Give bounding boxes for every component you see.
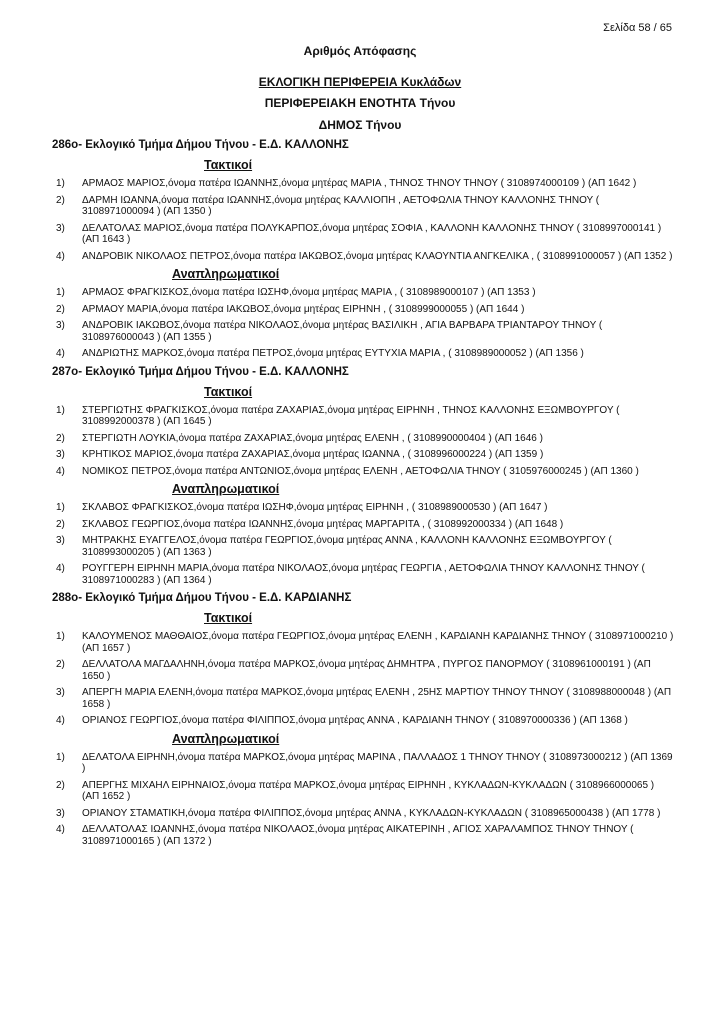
item-text: ΜΗΤΡΑΚΗΣ ΕΥΑΓΓΕΛΟΣ,όνομα πατέρα ΓΕΩΡΓΙΟΣ,όνομα μητέρας ΑΝΝΑ , ΚΑΛΛΟΝΗ ΚΑΛΛΟΝΗΣ ΕΞΩΜΒΟΥΡΓΟΥ ( 3108993000205 ) (ΑΠ 1363 ) xyxy=(82,535,612,558)
item-text: ΝΟΜΙΚΟΣ ΠΕΤΡΟΣ,όνομα πατέρα ΑΝΤΩΝΙΟΣ,όνομα μητέρας ΕΛΕΝΗ , ΑΕΤΟΦΩΛΙΑ ΤΗΝΟΥ ( 3105976000245 ) (ΑΠ 1360 ) xyxy=(82,465,639,477)
item-text: ΔΕΛΛΑΤΟΛΑ ΜΑΓΔΑΛΗΝΗ,όνομα πατέρα ΜΑΡΚΟΣ,όνομα μητέρας ΔΗΜΗΤΡΑ , ΠΥΡΓΟΣ ΠΑΝΟΡΜΟΥ ( 3108961000191 ) (ΑΠ 1650 ) xyxy=(82,659,651,682)
item-text: ΑΠΕΡΓΗ ΜΑΡΙΑ ΕΛΕΝΗ,όνομα πατέρα ΜΑΡΚΟΣ,όνομα μητέρας ΕΛΕΝΗ , 25ΗΣ ΜΑΡΤΙΟΥ ΤΗΝΟΥ ΤΗΝΟΥ ( 3108988000048 ) (ΑΠ 1658 ) xyxy=(82,687,672,710)
document-body xyxy=(52,139,674,852)
list-item xyxy=(52,780,674,803)
item-number: 1) xyxy=(56,631,65,642)
list-item xyxy=(52,348,674,360)
electoral-region-heading: ΕΚΛΟΓΙΚΗ ΠΕΡΙΦΕΡΕΙΑ Κυκλάδων xyxy=(258,75,462,89)
page-number: Σελίδα 58 / 65 xyxy=(603,22,672,34)
list-item xyxy=(52,659,674,682)
list-item xyxy=(52,433,674,445)
list-item xyxy=(52,502,674,514)
alternate-members-list xyxy=(52,752,674,848)
item-number: 1) xyxy=(56,178,65,189)
section-title: 286ο- Εκλογικό Τμήμα Δήμου Τήνου - Ε.Δ. ΚΑΛΛΟΝΗΣ xyxy=(52,139,349,151)
item-number: 3) xyxy=(56,687,65,698)
item-text: ΑΝΔΡΙΩΤΗΣ ΜΑΡΚΟΣ,όνομα πατέρα ΠΕΤΡΟΣ,όνομα μητέρας ΕΥΤΥΧΙΑ ΜΑΡΙΑ , ( 3108989000052 ) (ΑΠ 1356 ) xyxy=(82,348,584,359)
item-number: 4) xyxy=(56,465,65,477)
list-item xyxy=(52,631,674,654)
item-number: 2) xyxy=(56,518,65,530)
list-item xyxy=(52,824,674,847)
municipality-heading: ΔΗΜΟΣ Τήνου xyxy=(318,118,402,132)
item-number: 2) xyxy=(56,194,65,206)
alternate-members-list xyxy=(52,502,674,586)
alternate-members-list xyxy=(52,287,674,360)
regular-members-list xyxy=(52,178,674,262)
item-text: ΔΕΛΛΑΤΟΛΑΣ ΙΩΑΝΝΗΣ,όνομα πατέρα ΝΙΚΟΛΑΟΣ,όνομα μητέρας ΑΙΚΑΤΕΡΙΝΗ , ΑΓΙΟΣ ΧΑΡΑΛΑΜΠΟΣ ΤΗΝΟΥ ΤΗΝΟΥ ( 3108971000165 ) (ΑΠ 1372 ) xyxy=(82,824,634,847)
item-text: ΑΡΜΑΟΣ ΦΡΑΓΚΙΣΚΟΣ,όνομα πατέρα ΙΩΣΗΦ,όνομα μητέρας ΜΑΡΙΑ , ( 3108989000107 ) (ΑΠ 1353 ) xyxy=(82,287,536,298)
list-item xyxy=(52,752,674,775)
regular-members-heading: Τακτικοί xyxy=(204,384,253,399)
item-number: 3) xyxy=(56,449,65,460)
item-number: 3) xyxy=(56,535,65,546)
item-number: 4) xyxy=(56,824,65,835)
item-number: 1) xyxy=(56,751,65,763)
regular-members-list xyxy=(52,405,674,478)
item-number: 4) xyxy=(56,348,65,359)
item-number: 2) xyxy=(56,659,65,670)
regular-members-heading: Τακτικοί xyxy=(204,158,253,172)
section-title: 287ο- Εκλογικό Τμήμα Δήμου Τήνου - Ε.Δ. ΚΑΛΛΟΝΗΣ xyxy=(52,365,349,378)
list-item xyxy=(52,466,674,478)
item-number: 3) xyxy=(56,807,65,819)
item-text: ΚΡΗΤΙΚΟΣ ΜΑΡΙΟΣ,όνομα πατέρα ΖΑΧΑΡΙΑΣ,όνομα μητέρας ΙΩΑΝΝΑ , ( 3108996000224 ) (ΑΠ 1359 ) xyxy=(82,449,544,460)
list-item xyxy=(52,223,674,246)
item-text: ΡΟΥΓΓΕΡΗ ΕΙΡΗΝΗ ΜΑΡΙΑ,όνομα πατέρα ΝΙΚΟΛΑΟΣ,όνομα μητέρας ΓΕΩΡΓΙΑ , ΑΕΤΟΦΩΛΙΑ ΤΗΝΟΥ ΚΑΛΛΟΝΗΣ ΤΗΝΟΥ ( 3108971000283 ) (ΑΠ 1364 ) xyxy=(82,563,645,586)
regular-members-heading: Τακτικοί xyxy=(204,611,253,625)
item-text: ΟΡΙΑΝΟΣ ΓΕΩΡΓΙΟΣ,όνομα πατέρα ΦΙΛΙΠΠΟΣ,όνομα μητέρας ΑΝΝΑ , ΚΑΡΔΙΑΝΗ ΤΗΝΟΥ ( 3108970000336 ) (ΑΠ 1368 ) xyxy=(82,715,628,726)
list-item xyxy=(52,449,674,461)
section-title: 288ο- Εκλογικό Τμήμα Δήμου Τήνου - Ε.Δ. ΚΑΡΔΙΑΝΗΣ xyxy=(52,592,352,604)
item-text: ΑΠΕΡΓΗΣ ΜΙΧΑΗΛ ΕΙΡΗΝΑΙΟΣ,όνομα πατέρα ΜΑΡΚΟΣ,όνομα μητέρας ΕΙΡΗΝΗ , ΚΥΚΛΑΔΩΝ-ΚΥΚΛΑΔΩΝ ( 3108966000065 ) (ΑΠ 1652 ) xyxy=(82,779,655,802)
item-text: ΣΚΛΑΒΟΣ ΦΡΑΓΚΙΣΚΟΣ,όνομα πατέρα ΙΩΣΗΦ,όνομα μητέρας ΕΙΡΗΝΗ , ( 3108989000530 ) (ΑΠ 1647 ) xyxy=(82,502,548,513)
item-number: 1) xyxy=(56,287,65,298)
item-number: 4) xyxy=(56,563,65,574)
item-text: ΣΤΕΡΓΙΩΤΗΣ ΦΡΑΓΚΙΣΚΟΣ,όνομα πατέρα ΖΑΧΑΡΙΑΣ,όνομα μητέρας ΕΙΡΗΝΗ , ΤΗΝΟΣ ΚΑΛΛΟΝΗΣ ΕΞΩΜΒΟΥΡΓΟΥ ( 3108992000378 ) (ΑΠ 1645 ) xyxy=(82,404,620,427)
item-text: ΔΑΡΜΗ ΙΩΑΝΝΑ,όνομα πατέρα ΙΩΑΝΝΗΣ,όνομα μητέρας ΚΑΛΛΙΟΠΗ , ΑΕΤΟΦΩΛΙΑ ΤΗΝΟΥ ΚΑΛΛΟΝΗΣ ΤΗΝΟΥ ( 3108971000094 ) (ΑΠ 1350 ) xyxy=(82,194,600,217)
list-item xyxy=(52,535,674,558)
list-item xyxy=(52,320,674,343)
item-text: ΑΡΜΑΟΥ ΜΑΡΙΑ,όνομα πατέρα ΙΑΚΩΒΟΣ,όνομα μητέρας ΕΙΡΗΝΗ , ( 3108999000055 ) (ΑΠ 1644 ) xyxy=(82,303,525,315)
item-number: 3) xyxy=(56,222,65,234)
item-text: ΑΝΔΡΟΒΙΚ ΙΑΚΩΒΟΣ,όνομα πατέρα ΝΙΚΟΛΑΟΣ,όνομα μητέρας ΒΑΣΙΛΙΚΗ , ΑΓΙΑ ΒΑΡΒΑΡΑ ΤΡΙΑΝΤΑΡΟΥ ΤΗΝΟΥ ( 3108976000043 ) (ΑΠ 1355 ) xyxy=(82,320,603,343)
alternate-members-heading: Αναπληρωματικοί xyxy=(172,482,280,496)
item-number: 4) xyxy=(56,250,65,262)
item-text: ΟΡΙΑΝΟΥ ΣΤΑΜΑΤΙΚΗ,όνομα πατέρα ΦΙΛΙΠΠΟΣ,όνομα μητέρας ΑΝΝΑ , ΚΥΚΛΑΔΩΝ-ΚΥΚΛΑΔΩΝ ( 3108965000438 ) (ΑΠ 1778 ) xyxy=(82,807,661,819)
list-item xyxy=(52,563,674,586)
item-number: 2) xyxy=(56,432,65,444)
item-text: ΣΚΛΑΒΟΣ ΓΕΩΡΓΙΟΣ,όνομα πατέρα ΙΩΑΝΝΗΣ,όνομα μητέρας ΜΑΡΓΑΡΙΤΑ , ( 3108992000334 ) (ΑΠ 1648 ) xyxy=(82,518,564,530)
list-item xyxy=(52,715,674,727)
item-number: 3) xyxy=(56,320,65,331)
regular-members-list xyxy=(52,631,674,727)
list-item xyxy=(52,195,674,218)
list-item xyxy=(52,405,674,428)
alternate-members-heading: Αναπληρωματικοί xyxy=(172,731,280,746)
list-item xyxy=(52,287,674,299)
item-number: 2) xyxy=(56,779,65,791)
item-text: ΑΡΜΑΟΣ ΜΑΡΙΟΣ,όνομα πατέρα ΙΩΑΝΝΗΣ,όνομα μητέρας ΜΑΡΙΑ , ΤΗΝΟΣ ΤΗΝΟΥ ΤΗΝΟΥ ( 3108974000109 ) (ΑΠ 1642 ) xyxy=(82,178,637,189)
item-text: ΑΝΔΡΟΒΙΚ ΝΙΚΟΛΑΟΣ ΠΕΤΡΟΣ,όνομα πατέρα ΙΑΚΩΒΟΣ,όνομα μητέρας ΚΛΑΟΥΝΤΙΑ ΑΝΓΚΕΛΙΚΑ , ( 3108991000057 ) (ΑΠ 1352 ) xyxy=(82,250,673,262)
item-number: 2) xyxy=(56,303,65,315)
item-text: ΔΕΛΑΤΟΛΑΣ ΜΑΡΙΟΣ,όνομα πατέρα ΠΟΛΥΚΑΡΠΟΣ,όνομα μητέρας ΣΟΦΙΑ , ΚΑΛΛΟΝΗ ΚΑΛΛΟΝΗΣ ΤΗΝΟΥ ( 3108997000141 ) (ΑΠ 1643 ) xyxy=(82,222,662,245)
list-item xyxy=(52,251,674,263)
decision-number-heading: Αριθμός Απόφασης xyxy=(303,44,417,58)
alternate-members-heading: Αναπληρωματικοί xyxy=(172,267,280,281)
list-item xyxy=(52,687,674,710)
item-text: ΚΑΛΟΥΜΕΝΟΣ ΜΑΘΘΑΙΟΣ,όνομα πατέρα ΓΕΩΡΓΙΟΣ,όνομα μητέρας ΕΛΕΝΗ , ΚΑΡΔΙΑΝΗ ΚΑΡΔΙΑΝΗΣ ΤΗΝΟΥ ( 3108971000210 ) (ΑΠ 1657 ) xyxy=(82,631,674,654)
item-number: 4) xyxy=(56,715,65,726)
list-item xyxy=(52,178,674,190)
list-item xyxy=(52,808,674,820)
item-text: ΔΕΛΑΤΟΛΑ ΕΙΡΗΝΗ,όνομα πατέρα ΜΑΡΚΟΣ,όνομα μητέρας ΜΑΡΙΝΑ , ΠΑΛΛΑΔΟΣ 1 ΤΗΝΟΥ ΤΗΝΟΥ ( 3108973000212 ) (ΑΠ 1369 ) xyxy=(82,751,673,774)
list-item xyxy=(52,519,674,531)
item-text: ΣΤΕΡΓΙΩΤΗ ΛΟΥΚΙΑ,όνομα πατέρα ΖΑΧΑΡΙΑΣ,όνομα μητέρας ΕΛΕΝΗ , ( 3108990000404 ) (ΑΠ 1646 ) xyxy=(82,432,543,444)
regional-unit-heading: ΠΕΡΙΦΕΡΕΙΑΚΗ ΕΝΟΤΗΤΑ Τήνου xyxy=(264,96,456,110)
item-number: 1) xyxy=(56,404,65,416)
item-number: 1) xyxy=(56,502,65,513)
list-item xyxy=(52,304,674,316)
